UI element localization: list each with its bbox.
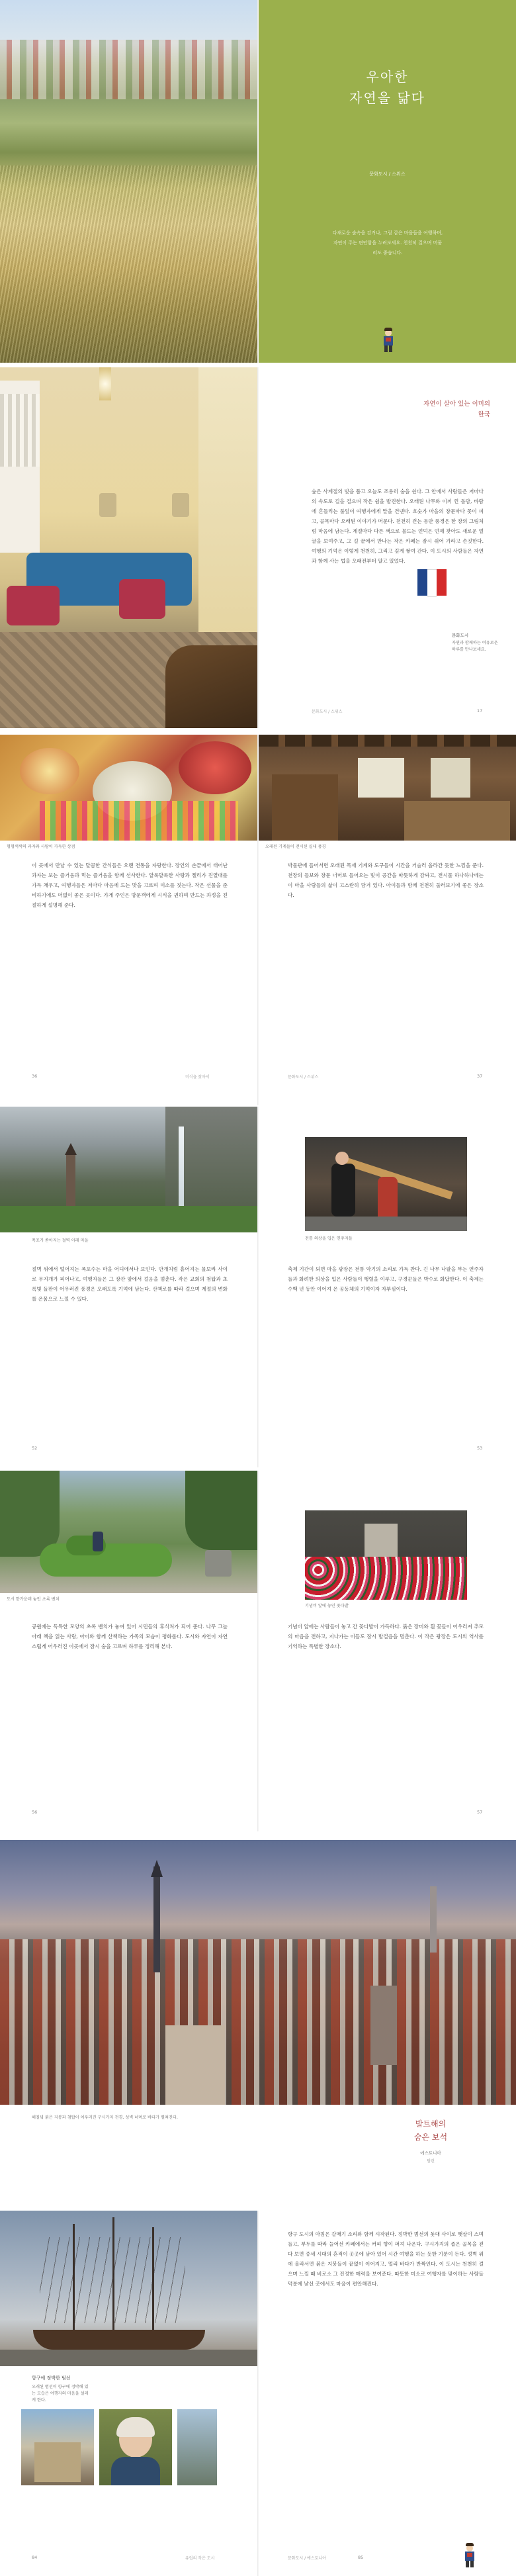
spread-3 xyxy=(0,735,516,1105)
page-number: 57 xyxy=(477,1810,483,1815)
spread-7 xyxy=(0,2211,516,2576)
photo-caption: 오래된 기계들이 전시된 실내 풍경 xyxy=(265,845,326,849)
body-text: 기념비 앞에는 사람들이 놓고 간 꽃다발이 가득하다. 붉은 장미와 흰 꽃들이 어우러져 추모의 마음을 전하고, 지나가는 이들도 잠시 발걸음을 멈춘다. 이 작은 광장은 도시의 역사를 기억하는 특별한 장소다. xyxy=(288,1624,484,1649)
chapter-subtitle: 에스토니아 xyxy=(420,2150,441,2156)
running-head: 문화도시 / 스위스 xyxy=(288,1075,319,1080)
running-head: 유럽의 작은 도시 xyxy=(185,2556,215,2561)
right-page xyxy=(259,735,516,1105)
spread-5 xyxy=(0,1471,516,1831)
portrait-photo xyxy=(99,2409,172,2485)
chapter-subtitle-2: 탈린 xyxy=(427,2159,435,2164)
candy-display-photo xyxy=(0,735,257,841)
body-text: 숲은 사계절의 빛을 품고 오늘도 조용히 숨을 쉰다. 그 안에서 사람들은 저마다의 속도로 길을 걸으며 작은 쉼을 발견한다. 오래된 나무와 이끼 낀 돌담, 바람에 흔들리는 풀잎이 여행자에게 말을 건넨다. 호숫가 마을의 창문마다 꽃이 피고, 골목마다 오래된 이야기가 머문다. 천천히 걷는 동안 풍경은 한 장의 그림처럼 마음에 남는다. 계절마다 다른 색으로 물드는 언덕은 언제 찾아도 새로운 얼굴을 보여주고, 그 길 끝에서 만나는 작은 카페는 잠시 쉬어 가라고 손짓한다. 여행의 기억은 이렇게 천천히, 그리고 깊게 쌓여 간다. 이 도시의 사람들은 자연과 함께 사는 법을 오래전부터 알고 있었다. xyxy=(312,488,484,564)
chapter-title-2: 숨은 보석 xyxy=(413,2133,448,2142)
spread-6 xyxy=(0,1840,516,2203)
old-town-panorama-photo xyxy=(0,1840,516,2105)
street-scene-photo xyxy=(21,2409,94,2485)
pull-quote: 자연이 살아 있는 이미의 한국 xyxy=(423,400,490,418)
left-page xyxy=(0,1471,257,1831)
french-flag-icon xyxy=(417,569,447,596)
page-number: 85 xyxy=(358,2555,364,2560)
lead-text: 다채로운 숲속을 걷거나, 그림 같은 마을들을 여행하며, 자연이 주는 편안함을 누려보세요. 천천히 걸으며 머물러도 좋습니다. xyxy=(332,230,443,255)
title-line-2: 자연을 닮다 xyxy=(349,90,425,106)
page-number: 37 xyxy=(477,1074,483,1079)
tall-ship-photo xyxy=(0,2211,257,2366)
photo-caption: 폭포가 쏟아지는 절벽 아래 마을 xyxy=(32,1238,89,1243)
category-label: 문화도시 / 스위스 xyxy=(369,171,406,177)
memorial-flowers-photo xyxy=(305,1510,467,1600)
right-page xyxy=(259,1471,516,1831)
right-page xyxy=(259,367,516,728)
running-head: 미식을 찾아서 xyxy=(185,1075,210,1080)
left-page xyxy=(0,367,257,728)
spread-2 xyxy=(0,367,516,728)
museum-interior-photo xyxy=(259,735,516,841)
chapter-title-1: 발트해의 xyxy=(415,2119,447,2129)
photo-caption: 전통 의상을 입은 연주자들 xyxy=(305,1236,353,1241)
harbor-photo xyxy=(177,2409,217,2485)
side-note: 자연과 함께하는 여유로운 하루를 만나보세요. xyxy=(452,641,498,652)
page-number: 53 xyxy=(477,1446,483,1451)
body-text: 박물관에 들어서면 오래된 목재 기계와 도구들이 시간을 거슬러 올라간 듯한 느낌을 준다. 천장의 들보와 창문 너머로 들어오는 빛이 공간을 따뜻하게 감싸고, 전시물 하나하나에는 이 마을 사람들의 삶이 고스란히 담겨 있다. 아이들과 함께 천천히 둘러보기에 좋은 장소다. xyxy=(288,862,484,898)
caption-title: 항구에 정박한 범선 xyxy=(32,2375,71,2381)
photo-caption: 기념비 앞에 놓인 꽃다발 xyxy=(305,1604,349,1608)
left-page xyxy=(0,1107,257,1467)
running-head: 문화도시 / 스위스 xyxy=(312,710,343,714)
caption-body: 오래된 범선이 항구에 정박해 있는 모습은 여행자의 마음을 설레게 한다. xyxy=(32,2385,89,2403)
photo-caption: 형형색색의 과자와 사탕이 가득한 상점 xyxy=(7,845,75,849)
page-number: 52 xyxy=(32,1446,38,1451)
left-page xyxy=(0,0,257,363)
left-page xyxy=(0,735,257,1105)
body-text: 공원에는 독특한 모양의 초록 벤치가 놓여 있어 시민들의 휴식처가 되어 준다. 나무 그늘 아래 책을 읽는 사람, 아이와 함께 산책하는 가족의 모습이 평화롭다. 도시와 자연이 자연스럽게 어우러진 이곳에서 잠시 숨을 고르며 하루를 정리해 본다. xyxy=(32,1624,228,1649)
body-text: 이 곳에서 만날 수 있는 달콤한 간식들은 오랜 전통을 자랑한다. 장인의 손끝에서 태어난 과자는 보는 즐거움과 먹는 즐거움을 함께 선사한다. 알록달록한 사탕과 젤리가 진열대를 가득 채우고, 여행자들은 저마다 마음에 드는 맛을 고르며 미소를 짓는다. 작은 선물을 준비하기에도 더없이 좋은 곳이다. 가게 주인은 방문객에게 시식을 권하며 만드는 과정을 친절하게 설명해 준다. xyxy=(32,862,228,908)
body-text: 절벽 위에서 떨어지는 폭포수는 마을 어디에서나 보인다. 안개처럼 흩어지는 물보라 사이로 무지개가 피어나고, 여행자들은 그 장관 앞에서 걸음을 멈춘다. 작은 교회의 첨탑과 초록빛 들판이 어우러진 풍경은 오래도록 기억에 남는다. 산책로를 따라 걸으며 계절의 변화를 온몸으로 느낄 수 있다. xyxy=(32,1266,228,1302)
spread-4 xyxy=(0,1107,516,1467)
body-text: 항구 도시의 아침은 갈매기 소리와 함께 시작된다. 정박한 범선의 돛대 사이로 햇살이 스며들고, 부두를 따라 늘어선 카페에서는 커피 향이 퍼져 나온다. 구시가지의 좁은 골목을 걷다 보면 중세 시대의 흔적이 곳곳에 남아 있어 시간 여행을 하는 듯한 기분이 든다. 성벽 위에 올라서면 붉은 지붕들이 끝없이 이어지고, 멀리 바다가 반짝인다. 이 도시는 천천히 걸으며 느낄 때 비로소 그 진정한 매력을 보여준다. 따뜻한 미소로 여행자를 맞이하는 사람들 덕분에 낯선 곳에서도 마음이 편안해진다. xyxy=(288,2231,484,2287)
right-page xyxy=(259,1107,516,1467)
running-head: 문화도시 / 에스토니아 xyxy=(288,2556,327,2561)
page-number: 56 xyxy=(32,1810,38,1815)
right-page xyxy=(259,2211,516,2576)
park-bench-photo xyxy=(0,1471,257,1593)
spread-cover xyxy=(0,0,516,363)
village-meadow-photo xyxy=(0,0,257,363)
title-line-1: 우아한 xyxy=(366,69,409,85)
character-illustration xyxy=(382,330,394,352)
right-page xyxy=(259,0,516,363)
page-number: 17 xyxy=(477,708,483,713)
page-number: 84 xyxy=(32,2555,38,2560)
character-illustration xyxy=(464,2545,476,2567)
left-page xyxy=(0,2211,257,2576)
alphorn-players-photo xyxy=(305,1137,467,1231)
page-number: 36 xyxy=(32,1074,38,1079)
side-label: 문화도시 xyxy=(452,633,469,638)
waterfall-valley-photo xyxy=(0,1107,257,1232)
hotel-lounge-photo xyxy=(0,367,257,728)
body-text: 축제 기간이 되면 마을 광장은 전통 악기의 소리로 가득 찬다. 긴 나무 나팔을 부는 연주자들과 화려한 의상을 입은 사람들이 행렬을 이루고, 구경꾼들은 박수로 화답한다. 이 축제는 수백 년 동안 이어져 온 공동체의 기억이자 자부심이다. xyxy=(288,1266,484,1292)
panorama-caption: 해질녘 붉은 지붕과 첨탑이 어우러진 구시가지 전경. 성벽 너머로 바다가 펼쳐진다. xyxy=(32,2115,178,2120)
photo-caption: 도시 한가운데 놓인 초록 벤치 xyxy=(7,1597,60,1602)
